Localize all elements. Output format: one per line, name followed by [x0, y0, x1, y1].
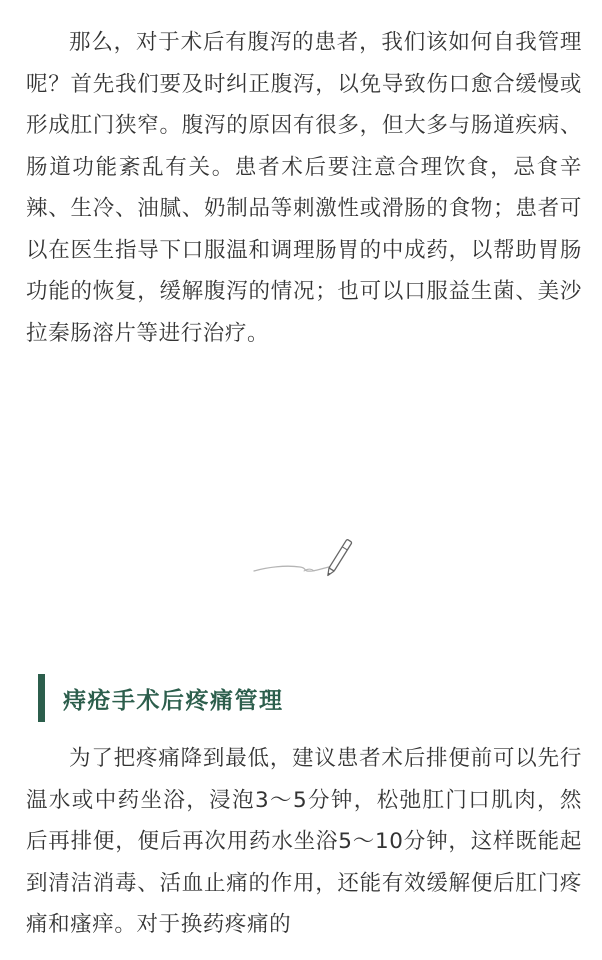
- article-paragraph: 那么，对于术后有腹泻的患者，我们该如何自我管理呢？首先我们要及时纠正腹泻，以免导致伤口愈合缓慢或形成肛门狭窄。腹泻的原因有很多，但大多与肠道疾病、肠道功能紊乱有关。患者术后要注意合理饮食，忌食辛辣、生冷、油腻、奶制品等刺激性或滑肠的食物；患者可以在医生指导下口服温和调理肠胃的中成药，以帮助胃肠功能的恢复，缓解腹泻的情况；也可以口服益生菌、美沙拉秦肠溶片等进行治疗。: [26, 30, 582, 346]
- heading-accent-bar: [38, 674, 45, 722]
- section-heading: [38, 674, 284, 722]
- section-heading-text: 痔疮手术后疼痛管理: [63, 687, 284, 714]
- article-paragraph: 为了把疼痛降到最低，建议患者术后排便前可以先行温水或中药坐浴，浸泡3～5分钟，松弛肛门口肌肉，然后再排便，便后再次用药水坐浴5～10分钟，这样既能起到清洁消毒、活血止痛的作用，还能有效缓解便后肛门疼痛和瘙痒。对于换药疼痛的: [26, 746, 582, 937]
- pen-signature-icon: [250, 538, 360, 580]
